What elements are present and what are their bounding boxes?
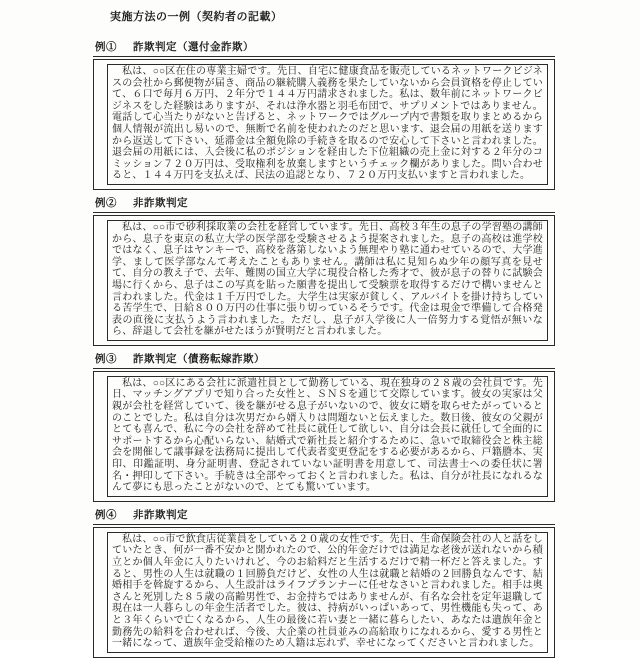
example-1-number: 例① bbox=[95, 42, 117, 53]
example-1-text-box bbox=[107, 64, 548, 185]
example-3-heading bbox=[93, 351, 555, 369]
example-4-section bbox=[93, 507, 555, 658]
example-3-outer-box bbox=[93, 371, 555, 502]
example-3-body: 私は、○○区にある会社に派遣社員として勤務している、現在独身の２８歳の会社員です。先日、マッチングアプリで知り合った女性と、ＳＮＳを通じて交際しています。彼女の実家は父親が会社を経営していて、後を継がせる息子がいないので、彼女に婿を取らせたがっているとのことでした。私は自分は次男だから婿入りは問題ないと伝えました。数日後、彼女の父親がとても喜んで、私に今の会社を辞めて社長に就任して欲しい、自分は会長に就任して全面的にサポートするから心配いらない、結婚式で新社長と紹介するために、急いで取締役会と株主総会を開催して議事録を法務局に提出して代表者変更登記をする必要があるから、戸籍謄本、実印、印鑑証明、身分証明書、登記されていない証明書を用意して、司法書士への委任状に署名・押印して下さい。手続きは全部やっておくと言われました。私は、自分が社長になれるなんて夢にも思ったことがないので、とても驚いています。 bbox=[112, 377, 543, 494]
example-4-heading bbox=[93, 507, 555, 525]
example-1-outer-box bbox=[93, 59, 555, 190]
example-2-body: 私は、○○市で砂利採取業の会社を経営しています。先日、高校３年生の息子の学習塾の講師から、息子を東京の私立大学の医学部を受験させるよう提案されました。息子の高校は進学校ではなく、息子はヤンキーで、高校を落第しないよう無理やり塾に通わせているので、大学進学、まして医学部なんて考えたこともありません。講師は私に見知らぬ少年の顔写真を見せて、自分の教え子で、去年、難関の国立大学に現役合格した秀才で、彼が息子の替りに試験会場に行くから、息子はこの写真を貼った願書を提出して受験票を取得するだけで構いませんと言われました。代金は１千万円でした。大学生は実家が貧しく、アルバイトを掛け持ちしている苦学生で、日給８００万円の仕事に張り切っているそうです。代金は現金で準備して合格発表の直後に支払うよう言われました。ただし、息子が入学後に人一倍努力する覚悟が無いなら、辞退して会社を継がせたほうが賢明だと言われました。 bbox=[112, 221, 543, 338]
example-3-text-box bbox=[107, 376, 548, 497]
example-2-heading bbox=[93, 195, 555, 213]
example-2-judgment-label: 非詐欺判定 bbox=[133, 197, 188, 209]
document-content bbox=[93, 8, 555, 663]
example-1-judgment-label: 詐欺判定（還付金詐欺） bbox=[133, 42, 254, 53]
example-1-section bbox=[93, 39, 555, 190]
example-3-number: 例③ bbox=[95, 353, 117, 365]
example-2-number: 例② bbox=[95, 197, 117, 209]
example-4-judgment-label: 非詐欺判定 bbox=[133, 509, 188, 521]
page-title: 実施方法の一例（契約者の記載） bbox=[110, 11, 283, 23]
example-1-heading bbox=[93, 39, 555, 57]
example-4-number: 例④ bbox=[95, 509, 117, 521]
example-4-body: 私は、○○市で飲食店従業員をしている２０歳の女性です。先日、生命保険会社の人と話をしていたとき、何が一番不安かと聞かれたので、公的年金だけでは満足な老後が送れないから積立とか個人年金に入りたいけれど、今のお給料だと生活するだけで精一杯だと答えました。すると、男性の人生は就職の１回勝負だけど、女性の人生は就職と結婚の２回勝負なんです、結婚相手を斡旋するから、人生設計はライフプランナーに任せなさいと言われました。相手は奥さんと死別した８５歳の高齢男性で、お金持ちではありませんが、有名な会社を定年退職して現在は一人暮らしの年金生活者でした。彼は、持病がいっぱいあって、男性機能も失って、あと３年くらいで亡くなるから、人生の最後に若い妻と一緒に暮らしたい、あなたは遺族年金と勤務先の給料を合わせれば、今後、大企業の社員並みの高給取りになれるから、愛する男性と一緒になって、遺族年金受給権のため入籍は忘れず、幸せになってくださいと言われました。 bbox=[112, 533, 543, 650]
example-2-section bbox=[93, 195, 555, 346]
example-2-outer-box bbox=[93, 215, 555, 346]
example-2-text-box bbox=[107, 220, 548, 341]
example-4-text-box bbox=[107, 532, 548, 653]
example-3-judgment-label: 詐欺判定（債務転嫁詐欺） bbox=[133, 353, 265, 365]
example-4-outer-box bbox=[93, 527, 555, 658]
example-3-section bbox=[93, 351, 555, 502]
example-1-body: 私は、○○区在住の専業主婦です。先日、自宅に健康食品を販売しているネットワークビジネスの会社から郵便物が届き、商品の継続購入義務を果たしていないから会員資格を停止していて、６口で毎月６万円、２年分で１４４万円請求されました。私は、数年前にネットワークビジネスをした経験はありますが、それは浄水器と羽毛布団で、サプリメントではありません。電話して心当たりがないと告げると、ネットワークではグループ内で書類を取りまとめるから個人情報が流出し易いので、無断で名前を使われたのだと思います、退会届の用紙を送りますから返送して下さい、延滞金は全額免除の手続きを取るので安心して下さいと言われました。退会届の用紙には、入会後に私のポジションを経由した下位組織の売上金に対する２年分のコミッション７２０万円は、受取権利を放棄しますというチェック欄がありました。問い合わせると、１４４万円を支払えば、民法の追認となり、７２０万円支払いますと言われました。 bbox=[112, 66, 543, 182]
